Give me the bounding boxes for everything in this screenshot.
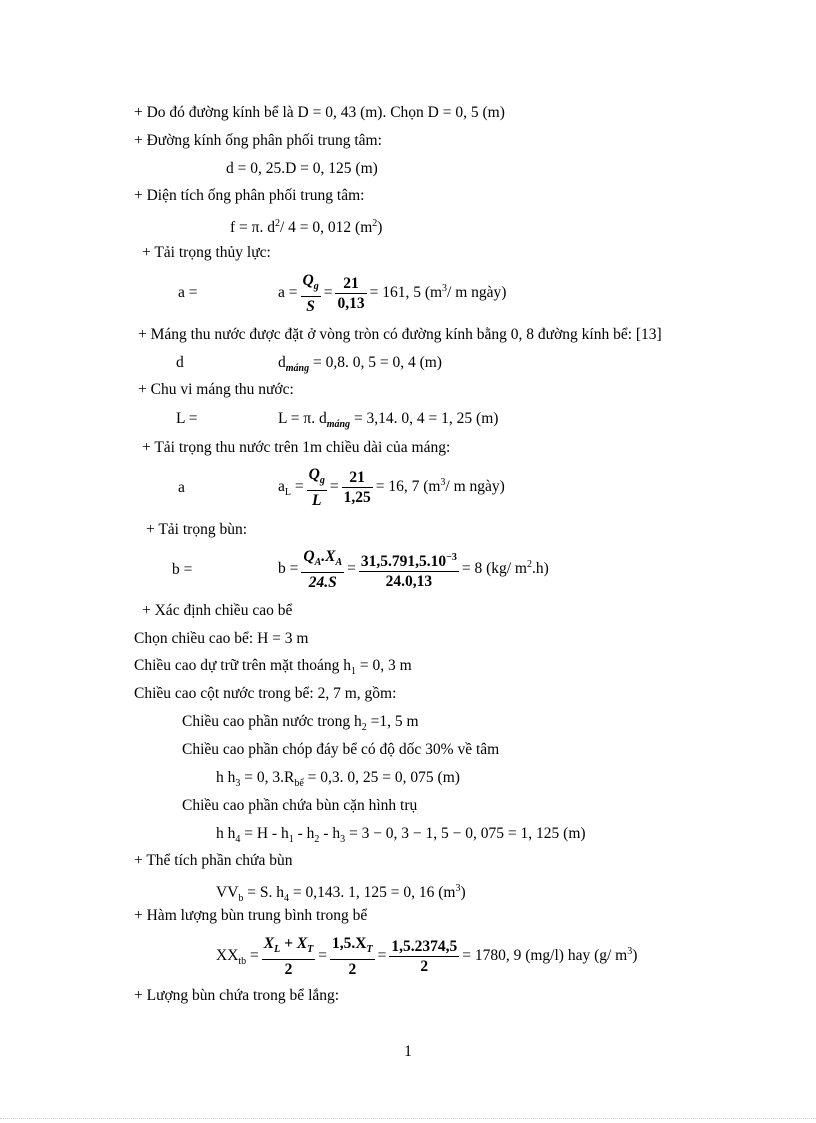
line-sludge-cylinder: Chiều cao phần chứa bùn cặn hình trụ xyxy=(182,797,418,814)
line-freeboard: Chiều cao dự trữ trên mặt thoáng $h_1 = 0$, 3 m xyxy=(134,657,412,677)
formula-weir-load: $a_L$ = $\frac{Q_g}{L}$ = $\frac{21}{1,25}$ = 16, 7 ($m^3/$ m ngày) xyxy=(278,466,505,509)
line-height-heading: + Xác định chiều cao bể xyxy=(142,602,293,619)
line-water-part: Chiều cao phần nước trong $h_2 =1$, 5 m xyxy=(182,713,419,733)
formula-avg-sludge: $XX_{tb}$ = $\frac{X_L + X_T}{2}$ = $\frac{1,5.X_T}{2}$ = $\frac{1,5.2374,5}{2}$ = 1780, 9 (mg/l) hay (g/ $m^3$) xyxy=(216,935,638,978)
label-hydraulic-load: a = xyxy=(178,284,198,301)
label-perimeter: L = xyxy=(176,410,198,427)
label-sludge-load: b = xyxy=(172,561,193,578)
page-number: 1 xyxy=(404,1043,412,1060)
formula-collector-diameter: $d_{máng} = 0,8$. 0, 5 = 0, 4 (m) xyxy=(278,354,442,374)
formula-sludge-height: h $h_4 = H - h_1 - h_2 - h_3 = 3 - 0$, 3 − 1, 5 − 0, 075 = 1, 125 (m) xyxy=(216,825,586,845)
line-chosen-height: Chọn chiều cao bể: H = 3 m xyxy=(134,630,309,647)
formula-hydraulic-load: a = $\frac{Q_g}{S}$ = $\frac{21}{0,13}$ = 161, 5 ($m^3/$ m ngày) xyxy=(278,272,507,315)
line-sludge-volume-heading: + Thể tích phần chứa bùn xyxy=(134,852,293,869)
line-water-column: Chiều cao cột nước trong bể: 2, 7 m, gồm: xyxy=(134,685,397,702)
line-perimeter-heading: + Chu vi máng thu nước: xyxy=(138,381,294,398)
formula-sludge-volume: $VV_b = S$. $h_4 = 0,143$. 1, 125 = 0, 16 $(m^3)$ xyxy=(216,883,466,904)
formula-perimeter: L = π. $d_{máng} = 3,14$. 0, 4 = 1, 25 (m) xyxy=(278,410,499,430)
line-hydraulic-load-heading: + Tải trọng thủy lực: xyxy=(142,244,271,261)
line-avg-sludge-heading: + Hàm lượng bùn trung bình trong bể xyxy=(134,907,368,924)
label-weir-load: a xyxy=(178,479,185,496)
line-sludge-load-heading: + Tải trọng bùn: xyxy=(146,521,248,538)
line-weir-load-heading: + Tải trọng thu nước trên 1m chiều dài của máng: xyxy=(142,439,451,456)
label-collector-diameter: d xyxy=(176,354,184,371)
line-collector-heading: + Máng thu nước được đặt ở vòng tròn có đường kính bằng 0, 8 đường kính bể: [13] xyxy=(138,326,662,343)
page-bottom-divider xyxy=(0,1118,816,1119)
formula-cone-height: h $h_3 = 0$, $3.R_{bể} = 0,3$. 0, 25 = 0, 075 (m) xyxy=(216,769,460,789)
line-area-value: f = π. $d^2/$ 4 = 0, 012 $(m^2)$ xyxy=(230,218,383,236)
line-central-pipe-value: d = 0, 25.D = 0, 125 (m) xyxy=(226,160,378,177)
line-sludge-mass-heading: + Lượng bùn chứa trong bể lắng: xyxy=(134,987,340,1004)
line-diameter: + Do đó đường kính bể là D = 0, 43 (m). Chọn D = 0, 5 (m) xyxy=(134,104,505,121)
line-cone-part: Chiều cao phần chóp đáy bể có độ dốc 30% về tâm xyxy=(182,741,500,758)
line-central-pipe-heading: + Đường kính ống phân phối trung tâm: xyxy=(134,132,382,149)
line-area-heading: + Diện tích ống phân phối trung tâm: xyxy=(134,187,365,204)
formula-sludge-load: b = $\frac{Q_A.X_A}{24.S}$ = $\frac{31,5.791,5.10^{-3}}{24.0,13}$ = 8 (kg/ $m^2.h$) xyxy=(278,548,549,591)
